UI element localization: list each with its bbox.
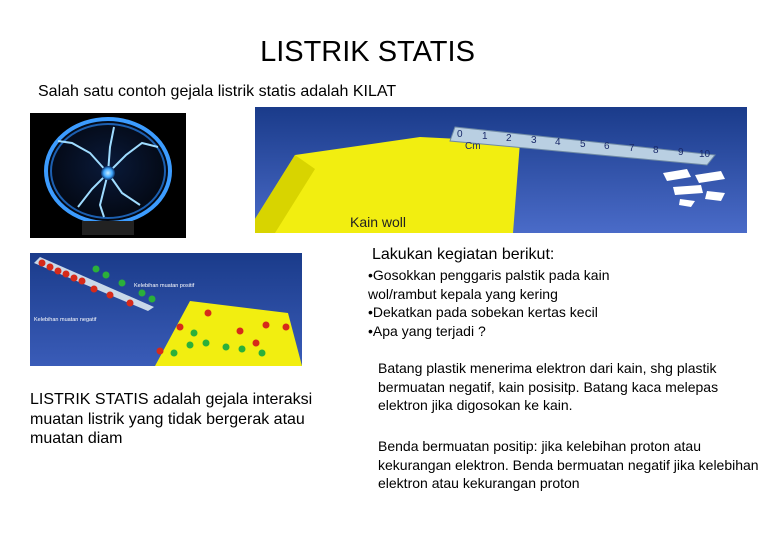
ruler-number: 1: [482, 131, 488, 142]
definition-text: LISTRIK STATIS adalah gejala interaksi muatan listrik yang tidak bergerak atau muatan diam: [30, 391, 313, 447]
list-item: •Dekatkan pada sobekan kertas kecil: [368, 304, 598, 320]
kain-label: Kain woll: [350, 214, 407, 230]
ruler-number: 4: [555, 137, 561, 148]
page-title: LISTRIK STATIS: [260, 36, 475, 68]
charges-image: [30, 253, 302, 366]
ruler-number: 7: [629, 143, 635, 154]
ruler-wool-image: [255, 107, 747, 233]
ruler-number: 6: [604, 141, 610, 152]
activity-title: Lakukan kegiatan berikut:: [372, 246, 555, 263]
ruler-number: 2: [506, 133, 512, 144]
ruler-unit: Cm: [465, 141, 481, 152]
ruler-number: 3: [531, 135, 537, 146]
ruler-number: 0: [457, 129, 463, 140]
ruler-number: 8: [653, 145, 659, 156]
label-positive: Kelebihan muatan positif: [134, 283, 195, 289]
ruler-number: 5: [580, 139, 586, 150]
ruler-number: 9: [678, 147, 684, 158]
list-item: •Gosokkan penggaris palstik pada kain wol/rambut kepala yang kering: [368, 267, 610, 302]
list-item: •Apa yang terjadi ?: [368, 322, 486, 339]
explanation-paragraph: Batang plastik menerima elektron dari kain, shg plastik bermuatan negatif, kain posisitp. Batang kaca melepas elektron jika digosokan ke kain.: [378, 360, 719, 413]
ruler-number: 10: [699, 149, 711, 160]
label-negative: Kelebihan muatan negatif: [34, 317, 97, 323]
plasma-ball-image: [30, 113, 186, 238]
subtitle: Salah satu contoh gejala listrik statis adalah KILAT: [38, 83, 397, 100]
activity-list: [368, 266, 668, 340]
explanation-paragraph: Benda bermuatan positip: jika kelebihan proton atau kekurangan elektron. Benda bermuatan negatif jika kelebihan elektron atau kekurangan proton: [378, 438, 759, 491]
